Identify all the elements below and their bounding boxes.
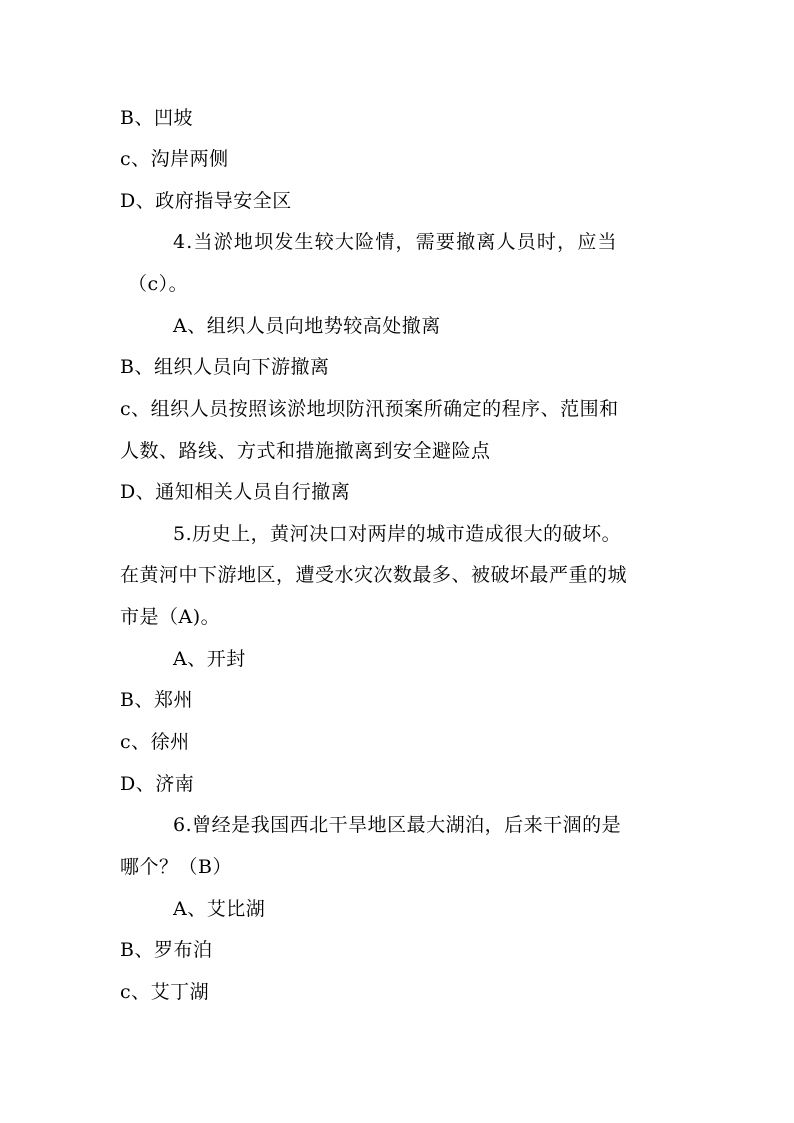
q6-option-a: A、艾比湖 [173,898,266,920]
q4-option-c-line-1: c、组织人员按照该淤地坝防汛预案所确定的程序、范围和 [120,398,619,420]
q6-question-line-2: 哪个？（B） [120,856,232,878]
q6-option-b: B、罗布泊 [120,939,213,961]
q6-question-line-1: 6.曾经是我国西北干旱地区最大湖泊，后来干涸的是 [173,814,622,836]
q4-option-b: B、组织人员向下游撤离 [120,356,330,378]
q5-option-c: c、徐州 [120,731,190,753]
q3-option-b: B、凹坡 [120,107,193,129]
q4-question-line-2: （c）。 [128,273,189,295]
q5-option-a: A、开封 [173,648,246,670]
q4-option-c-line-2: 人数、路线、方式和措施撤离到安全避险点 [120,440,491,462]
q6-option-c: c、艾丁湖 [120,981,210,1003]
q3-option-c: c、沟岸两侧 [120,148,229,170]
q4-option-d: D、通知相关人员自行撤离 [120,481,351,503]
q5-option-b: B、郑州 [120,689,193,711]
q4-question-line-1: 4.当淤地坝发生较大险情，需要撤离人员时，应当 [173,231,618,253]
q5-question-line-1: 5.历史上，黄河决口对两岸的城市造成很大的破坏。 [173,523,622,545]
q5-option-d: D、济南 [120,773,195,795]
q5-question-line-2: 在黄河中下游地区，遭受水灾次数最多、被破坏最严重的城 [120,564,628,586]
q3-option-d: D、政府指导安全区 [120,190,292,212]
q5-question-line-3: 市是（A)。 [120,606,221,628]
q4-option-a: A、组织人员向地势较高处撤离 [173,315,441,337]
